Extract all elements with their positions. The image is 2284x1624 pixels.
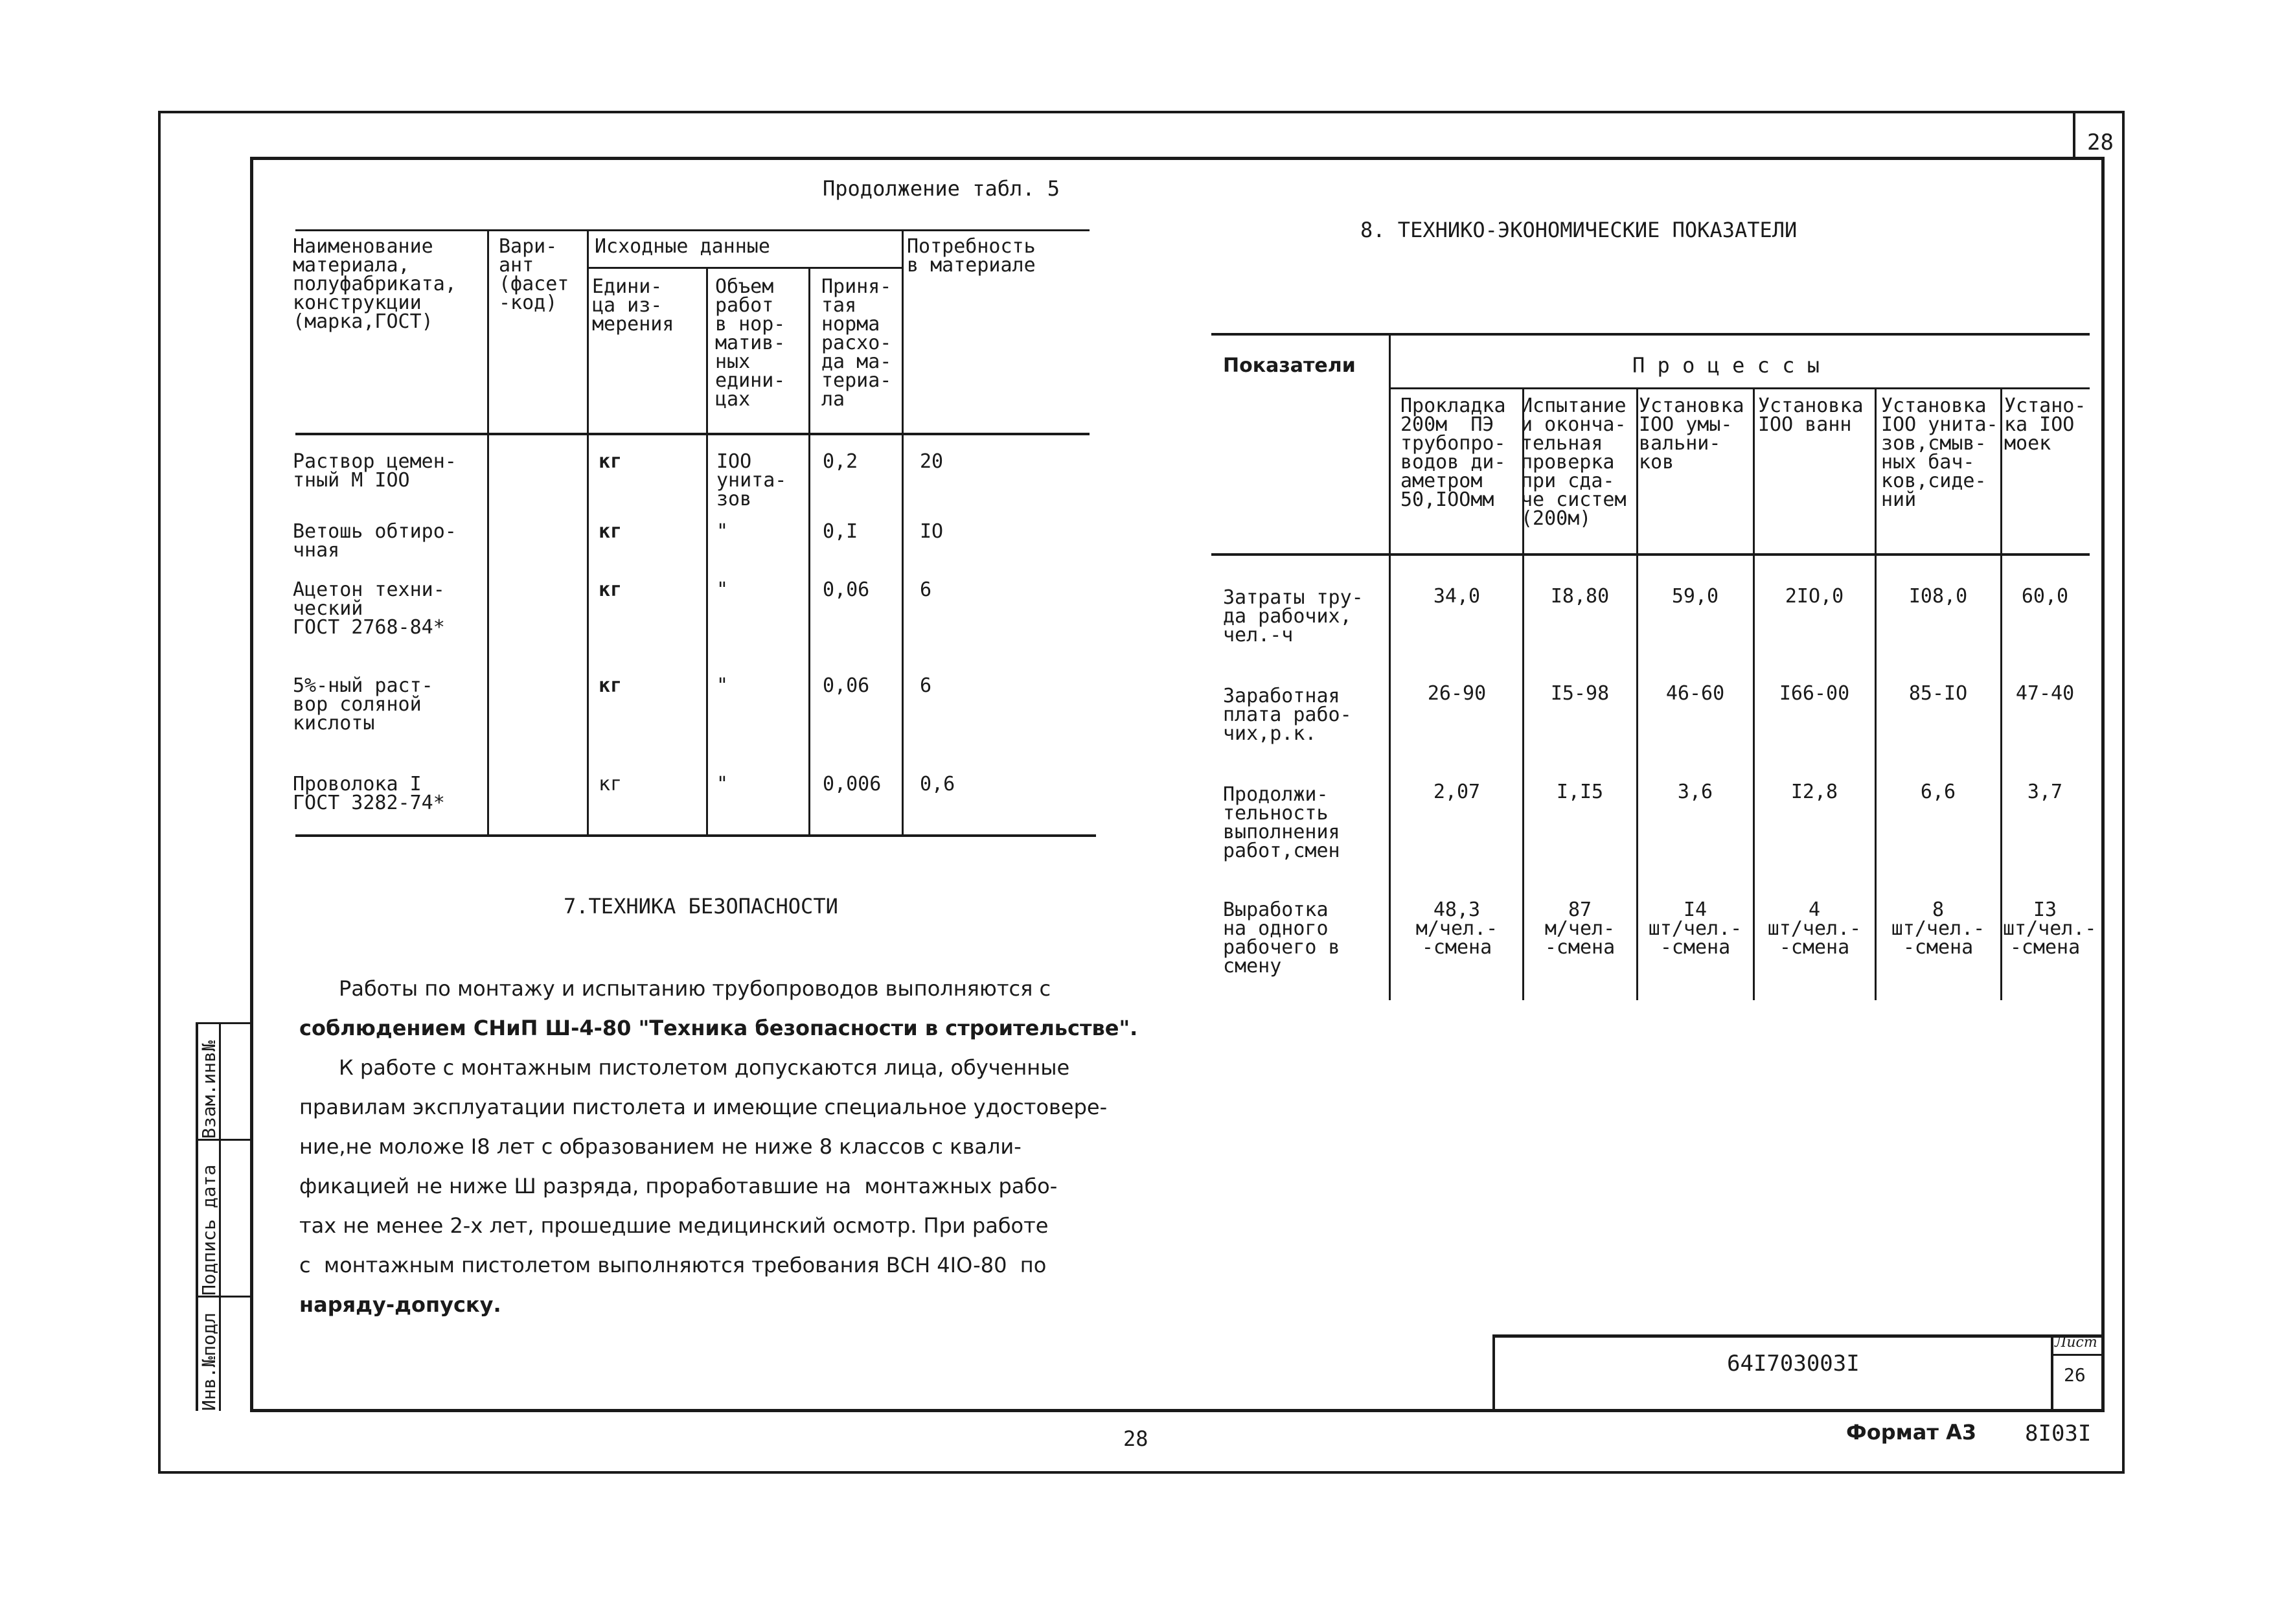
t5-row1-unit: кг (599, 450, 622, 473)
t5-header-volume: Объем работ в нор- матив- ных едини- цах (715, 275, 786, 411)
side-label-podpis-data: Подпись дата (198, 1164, 220, 1296)
t5-row1-norm: 0,2 (823, 450, 858, 473)
t5-row2-volume: " (716, 520, 729, 543)
t8-row3-v6: 3,7 (2027, 781, 2063, 803)
t8-row1-v5: I08,0 (1908, 585, 1968, 608)
t5-row5-need: 0,6 (920, 773, 955, 795)
t5-row4-volume: " (716, 674, 729, 697)
t8-process-6: Устано- ка IOO моек (2004, 395, 2086, 455)
footer-number: 8I03I (2025, 1421, 2092, 1447)
footer-format: Формат А3 (1846, 1420, 1977, 1445)
inner-frame-bottom (250, 1409, 2104, 1412)
t5-subhead-rule (587, 267, 903, 269)
t5-row3-name: Ацетон техни- ческий ГОСТ 2768-84* (293, 578, 445, 639)
t5-row3-norm: 0,06 (823, 578, 870, 601)
inner-frame-top (250, 157, 2104, 160)
section7-line-5: ние,не моложе I8 лет с образованием не ниже 8 классов с квали- (299, 1134, 1022, 1159)
t8-row2-v1: 26-90 (1427, 682, 1487, 705)
t8-row1-label: Затраты тру- да рабочих, чел.-ч (1223, 586, 1364, 646)
t5-vline-3 (706, 267, 708, 836)
t5-row5-name: Проволока I ГОСТ 3282-74* (293, 773, 445, 814)
t5-row3-unit: кг (599, 578, 622, 601)
t5-head-rule (295, 433, 1090, 435)
t5-row1-volume: IOO унита- зов (716, 450, 787, 510)
table5-caption: Продолжение табл. 5 (823, 176, 1060, 201)
t8-row4-v2: 87 м/чел- -смена (1544, 898, 1616, 959)
t8-row2-v6: 47-40 (2015, 682, 2075, 705)
t8-row1-v2: I8,80 (1550, 585, 1610, 608)
t5-row2-name: Ветошь обтиро- чная (293, 520, 457, 562)
t8-row2-v5: 85-IO (1908, 682, 1968, 705)
t8-row1-v3: 59,0 (1671, 585, 1719, 608)
side-strip-sep-2 (196, 1139, 251, 1141)
t5-row5-volume: " (716, 773, 729, 795)
t8-vline-5 (2000, 387, 2002, 1000)
t5-row1-name: Раствор цемен- тный М IOO (293, 450, 457, 492)
stamp-code: 64I703003I (1727, 1351, 1860, 1377)
outer-frame-right (2122, 111, 2125, 1474)
page-number-top: 28 (2087, 130, 2114, 155)
t8-row3-v5: 6,6 (1920, 781, 1956, 803)
t8-row4-v6: I3 шт/чел.- -смена (2003, 898, 2097, 959)
outer-frame-left (158, 111, 161, 1474)
t5-row2-norm: 0,I (823, 520, 858, 543)
t8-row1-v6: 60,0 (2021, 585, 2069, 608)
t8-process-2: Испытание и оконча- тельная проверка при сда- че систем (200м) (1521, 395, 1627, 530)
t8-row3-v4: I2,8 (1790, 781, 1838, 803)
stamp-sheet-label: Лист (2055, 1334, 2097, 1351)
side-label-inv-podl: Инв.№подл (198, 1312, 220, 1411)
outer-frame-bottom (158, 1471, 2125, 1474)
t8-row2-v3: 46-60 (1665, 682, 1725, 705)
t5-row4-name: 5%-ный раст- вор соляной кислоты (293, 674, 433, 735)
t8-row4-v1: 48,3 м/чел.- -смена (1415, 898, 1498, 959)
section7-line-1: Работы по монтажу и испытанию трубопроводов выполняются с (299, 976, 1051, 1001)
t8-row3-v1: 2,07 (1433, 781, 1481, 803)
t8-process-5: Установка IOO унита- зов,смыв- ных бач- ков,сиде- ний (1881, 395, 1998, 511)
t8-header-indicators: Показатели (1223, 354, 1356, 377)
t5-header-unit: Едини- ца из- мерения (592, 275, 674, 336)
section7-line-8: с монтажным пистолетом выполняются требования ВСН 4IO-80 по (299, 1253, 1047, 1277)
section7-line-3: К работе с монтажным пистолетом допускаются лица, обученные (299, 1055, 1070, 1080)
t5-row5-unit: кг (599, 773, 622, 795)
t8-row4-v3: I4 шт/чел.- -смена (1648, 898, 1742, 959)
t8-top-rule (1211, 333, 2090, 336)
t8-row1-v1: 34,0 (1433, 585, 1481, 608)
t8-header-processes: П р о ц е с с ы (1632, 353, 1820, 378)
t5-vline-4 (808, 267, 810, 836)
t8-vline-3 (1753, 387, 1755, 1000)
page-box-left (2073, 111, 2075, 160)
t5-row3-need: 6 (920, 578, 932, 601)
t5-vline-5 (902, 229, 904, 836)
stamp-sheet-divider (2051, 1334, 2053, 1411)
t8-process-3: Установка IOO умы- вальни- ков (1639, 395, 1744, 474)
t8-row2-v4: I66-00 (1779, 682, 1850, 705)
t5-row3-volume: " (716, 578, 729, 601)
t5-row4-norm: 0,06 (823, 674, 870, 697)
t5-header-variant: Вари- ант (фасет -код) (499, 235, 569, 314)
inner-frame-left (250, 157, 253, 1412)
section7-line-6: фикацией не ниже Ш разряда, проработавшие на монтажных рабо- (299, 1174, 1058, 1198)
t8-row4-v5: 8 шт/чел.- -смена (1891, 898, 1985, 959)
t8-row3-v3: 3,6 (1677, 781, 1713, 803)
t5-row5-norm: 0,006 (823, 773, 882, 795)
section7-line-9: наряду-допуску. (299, 1292, 501, 1317)
section7-title: 7.ТЕХНИКА БЕЗОПАСНОСТИ (564, 894, 838, 919)
section8-title: 8. ТЕХНИКО-ЭКОНОМИЧЕСКИЕ ПОКАЗАТЕЛИ (1360, 218, 1798, 242)
t5-row2-unit: кг (599, 520, 622, 543)
t8-row3-v2: I,I5 (1556, 781, 1604, 803)
t5-vline-1 (487, 229, 489, 836)
t8-row1-v4: 2IO,0 (1785, 585, 1844, 608)
section7-line-2: соблюдением СНиП Ш-4-80 "Техника безопасности в строительстве". (299, 1016, 1138, 1040)
t8-row4-label: Выработка на одного рабочего в смену (1223, 898, 1340, 978)
t8-row2-v2: I5-98 (1550, 682, 1610, 705)
stamp-sheet-number: 26 (2064, 1364, 2086, 1386)
stamp-top (1492, 1334, 2104, 1338)
t8-row4-v4: 4 шт/чел.- -смена (1767, 898, 1862, 959)
t5-row4-need: 6 (920, 674, 932, 697)
t8-process-4: Установка IOO ванн (1758, 395, 1864, 436)
section7-line-7: тах не менее 2-х лет, прошедшие медицинский осмотр. При работе (299, 1213, 1049, 1238)
side-strip-sep-3 (196, 1296, 251, 1298)
outer-frame-top (158, 111, 2125, 113)
t8-row2-label: Заработная плата рабо- чих,р.к. (1223, 685, 1352, 745)
t5-top-rule (295, 229, 1090, 231)
t5-row2-need: IO (920, 520, 944, 543)
stamp-left (1492, 1334, 1495, 1411)
t8-process-1: Прокладка 200м ПЭ трубопро- водов ди- аметром 50,IOOмм (1400, 395, 1506, 511)
t5-header-name: Наименование материала, полуфабриката, конструкции (марка,ГОСТ) (293, 235, 457, 333)
t8-head-rule (1211, 553, 2090, 556)
side-strip-sep-1 (196, 1022, 251, 1024)
t8-vline-2 (1636, 387, 1638, 1000)
t5-vline-2 (587, 229, 589, 836)
t5-row1-need: 20 (920, 450, 944, 473)
t8-subhead-rule (1390, 387, 2090, 389)
t5-header-need: Потребность в материале (907, 235, 1036, 277)
t8-row3-label: Продолжи- тельность выполнения работ,смен (1223, 783, 1340, 862)
t5-header-norm: Приня- тая норма расхо- да ма- териа- ла (821, 275, 892, 411)
t5-header-source: Исходные данные (595, 235, 770, 258)
section7-line-4: правилам эксплуатации пистолета и имеющие специальное удостовере- (299, 1095, 1108, 1119)
page-number-bottom: 28 (1123, 1426, 1148, 1451)
t5-row4-unit: кг (599, 674, 622, 697)
stamp-sheet-hline (2051, 1354, 2104, 1356)
t8-vline-0 (1389, 333, 1391, 1000)
side-label-vzam-inv: Взам.инв№ (198, 1040, 220, 1139)
t8-vline-4 (1875, 387, 1877, 1000)
inner-frame-right (2101, 157, 2105, 1412)
t5-bottom-rule (295, 834, 1096, 837)
